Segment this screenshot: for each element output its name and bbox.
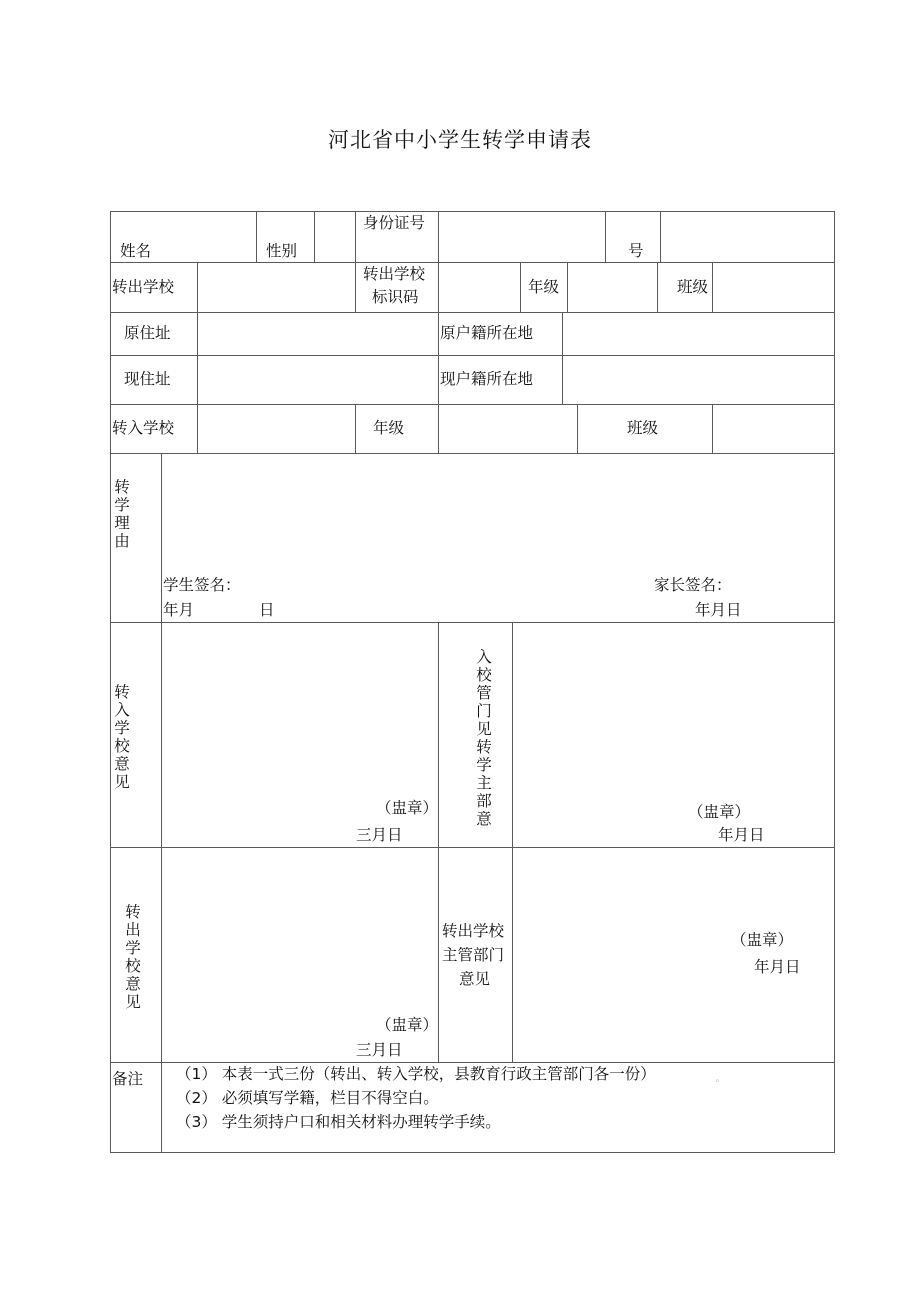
- in-dept-seal: （盅章）: [688, 803, 751, 821]
- out-dept-date: 年月日: [754, 958, 801, 976]
- cell-divider: [520, 262, 521, 312]
- out-dept-label-line2: 主管部门: [442, 946, 505, 964]
- table-border-top: [110, 211, 835, 212]
- out-school-label: 转出学校: [112, 278, 175, 296]
- in-school-date: 三月日: [356, 826, 403, 844]
- cell-divider: [197, 262, 198, 312]
- note-item: （2） 必须填写学籍，栏目不得空白。: [176, 1089, 439, 1107]
- cell-divider: [314, 211, 315, 262]
- original-hukou-label: 原户籍所在地: [440, 324, 534, 342]
- current-hukou-label: 现户籍所在地: [440, 370, 534, 388]
- cell-divider: [660, 211, 661, 262]
- note-item: （3） 学生须持户口和相关材料办理转学手续。: [176, 1113, 501, 1131]
- cell-divider: [438, 312, 439, 404]
- in-grade-label: 年级: [373, 419, 405, 437]
- out-school-date: 三月日: [356, 1041, 403, 1059]
- cell-divider: [256, 211, 257, 262]
- cell-divider: [355, 262, 356, 312]
- cell-divider: [355, 211, 356, 262]
- cell-divider: [577, 404, 578, 453]
- original-address-label: 原住址: [124, 324, 171, 342]
- cell-divider: [712, 404, 713, 453]
- cell-divider: [355, 404, 356, 453]
- table-border-bottom: [110, 1152, 835, 1153]
- cell-divider: [161, 453, 162, 1153]
- cell-divider: [438, 262, 439, 312]
- table-border-right: [834, 211, 835, 1153]
- row-divider: [110, 262, 835, 263]
- cell-divider: [512, 622, 513, 1062]
- out-school-opinion-label: 转出学校意见: [125, 903, 141, 1011]
- row-divider: [110, 355, 835, 356]
- current-address-label: 现住址: [124, 370, 171, 388]
- name-label: 姓名: [120, 242, 152, 260]
- student-signature-label: 学生签名：: [163, 576, 241, 594]
- out-school-code-label-line2: 标识码: [372, 288, 419, 306]
- cell-divider: [197, 312, 198, 404]
- table-border-left: [110, 211, 111, 1153]
- parent-date: 年月日: [695, 601, 742, 619]
- out-dept-seal: （盅章）: [731, 931, 794, 949]
- row-divider: [110, 404, 835, 405]
- page-title: 河北省中小学生转学申请表: [328, 128, 592, 152]
- in-school-label: 转入学校: [112, 419, 175, 437]
- cell-divider: [197, 404, 198, 453]
- cell-divider: [567, 262, 568, 312]
- transfer-reason-label: 转学理由: [114, 478, 130, 550]
- out-school-code-label-line1: 转出学校: [363, 265, 426, 283]
- cell-divider: [562, 312, 563, 404]
- cell-divider: [605, 211, 606, 262]
- in-school-opinion-label: 转入学校意见: [114, 683, 130, 791]
- cell-divider: [438, 622, 439, 1062]
- notes-label: 备注: [112, 1070, 144, 1088]
- gender-label: 性别: [266, 242, 298, 260]
- id-number-label: 身份证号: [363, 214, 426, 232]
- cell-divider: [438, 404, 439, 453]
- in-school-seal: （盅章）: [376, 799, 439, 817]
- in-dept-opinion-label: 入校管门见转学主部意: [476, 648, 492, 828]
- row-divider: [110, 622, 835, 623]
- note-item: （1） 本表一式三份（转出、转入学校，县教育行政主管部门各一份）: [176, 1065, 656, 1083]
- cell-divider: [712, 262, 713, 312]
- cell-divider: [657, 262, 658, 312]
- row-divider: [110, 312, 835, 313]
- in-dept-date: 年月日: [718, 826, 765, 844]
- out-dept-label-line3: 意见: [459, 970, 491, 988]
- out-dept-label-line1: 转出学校: [442, 922, 505, 940]
- id-number-suffix-label: 号: [628, 242, 644, 260]
- student-date-year-month: 年月: [163, 601, 195, 619]
- row-divider: [110, 453, 835, 454]
- in-class-label: 班级: [627, 419, 659, 437]
- note-trailing-mark: 。: [716, 1074, 724, 1083]
- out-grade-label: 年级: [528, 278, 560, 296]
- row-divider: [110, 1062, 835, 1063]
- parent-signature-label: 家长签名：: [654, 576, 732, 594]
- out-school-seal: （盅章）: [376, 1016, 439, 1034]
- cell-divider: [438, 211, 439, 262]
- out-class-label: 班级: [677, 278, 709, 296]
- student-date-day: 日: [259, 601, 275, 619]
- row-divider: [110, 847, 835, 848]
